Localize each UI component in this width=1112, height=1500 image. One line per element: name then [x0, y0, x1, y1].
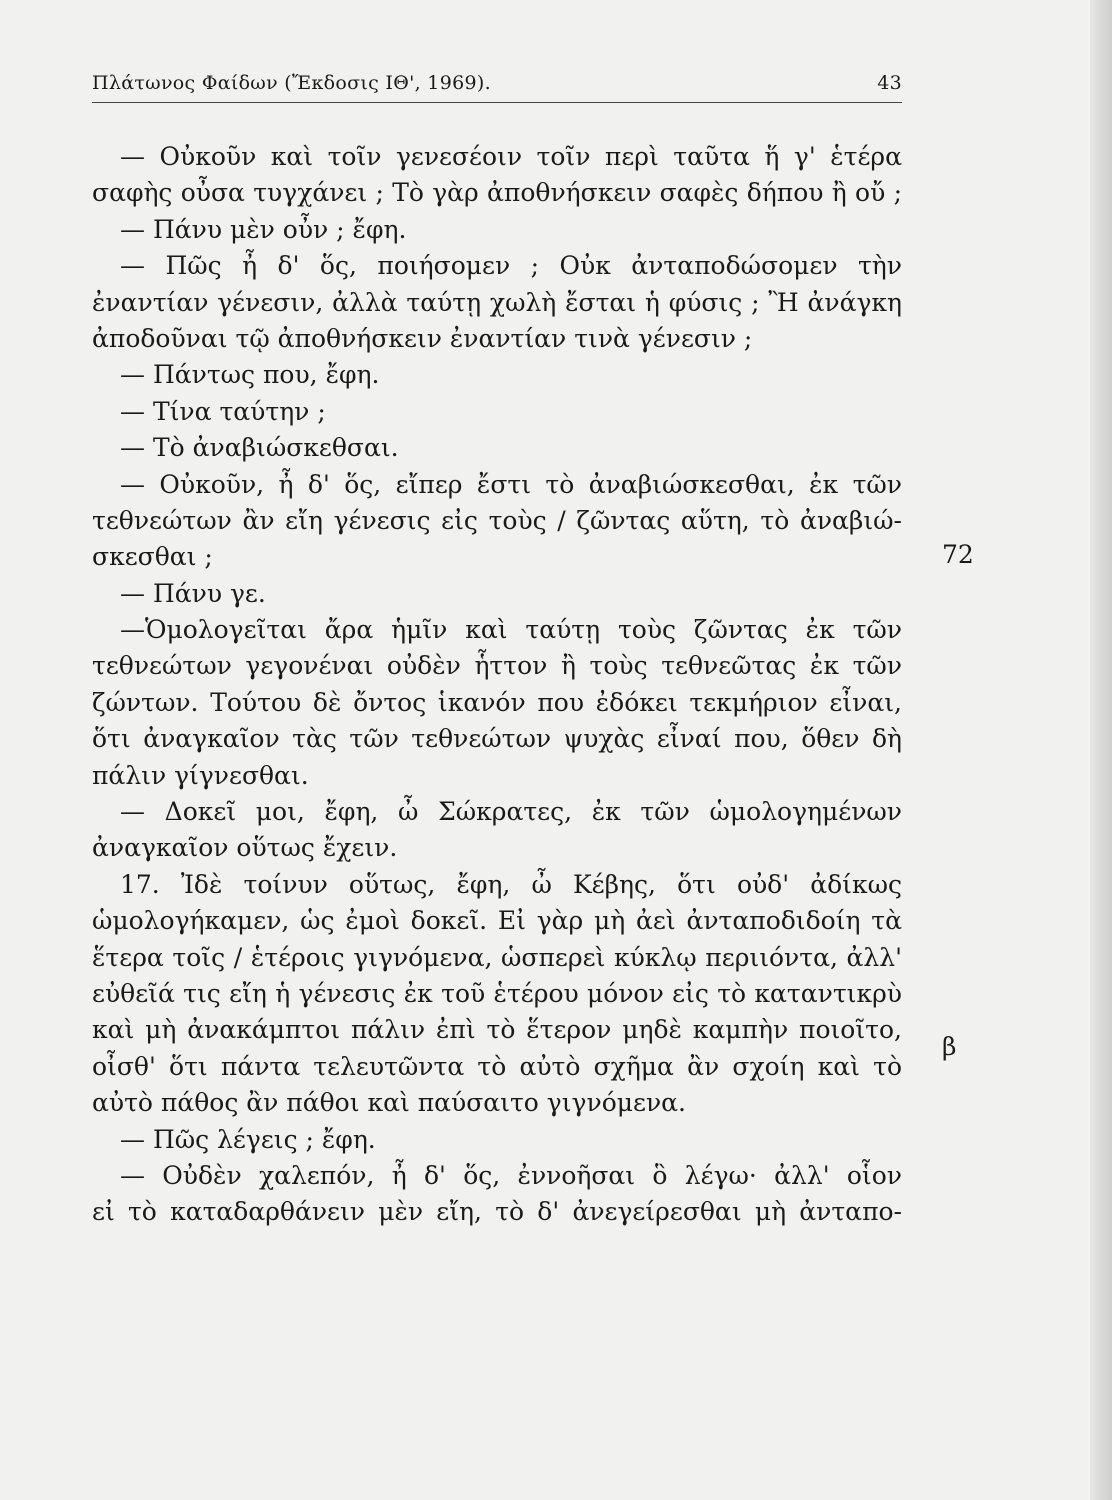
text-line: ἐναντίαν γένεσιν, ἀλλὰ ταύτῃ χωλὴ ἔσται ἡ φύσις ; Ἢ ἀνάγκη — [92, 287, 902, 317]
text-line: ἕτερα τοῖς / ἑτέροις γιγνόμενα, ὡσπερεὶ κύκλῳ περιιόντα, ἀλλ' — [92, 942, 902, 972]
page-edge-shadow — [1090, 0, 1112, 1500]
text-line: ὡμολογήκαμεν, ὡς ἐμοὶ δοκεῖ. Εἰ γὰρ μὴ ἀεὶ ἀνταποδιδοίη τὰ — [92, 906, 902, 936]
text-line: — Οὐκοῦν, ἦ δ' ὅς, εἴπερ ἔστι τὸ ἀναβιώσκεσθαι, ἐκ τῶν — [120, 469, 902, 499]
text-line: ἀναγκαῖον οὕτως ἔχειν. — [92, 833, 398, 863]
text-line: — Οὐκοῦν καὶ τοῖν γενεσέοιν τοῖν περὶ ταῦτα ἥ γ' ἑτέρα — [120, 142, 902, 171]
text-line: — Τίνα ταύτην ; — [120, 396, 326, 426]
page-number: 43 — [877, 72, 902, 94]
text-line: 17. Ἰδὲ τοίνυν οὕτως, ἔφη, ὦ Κέβης, ὅτι οὐδ' ἀδίκως — [120, 869, 902, 899]
text-line: τεθνεώτων γεγονέναι οὐδὲν ἧττον ἢ τοὺς τεθνεῶτας ἐκ τῶν — [92, 651, 902, 681]
text-line: — Δοκεῖ μοι, ἔφη, ὦ Σώκρατες, ἐκ τῶν ὡμολογημένων — [120, 797, 902, 827]
margin-note-b: β — [942, 1032, 957, 1061]
text-line: — Πάνυ γε. — [120, 578, 266, 608]
text-line: εὐθεῖά τις εἴη ἡ γένεσις ἐκ τοῦ ἑτέρου μόνον εἰς τὸ καταντικρὺ — [92, 978, 902, 1008]
text-line: αὐτὸ πάθος ἂν πάθοι καὶ παύσαιτο γιγνόμενα. — [92, 1088, 686, 1118]
running-header — [92, 72, 902, 100]
text-line: πάλιν γίγνεσθαι. — [92, 760, 309, 790]
text-line: —Ὁμολογεῖται ἄρα ἡμῖν καὶ ταύτῃ τοὺς ζῶντας ἐκ τῶν — [120, 615, 902, 645]
text-line: εἰ τὸ καταδαρθάνειν μὲν εἴη, τὸ δ' ἀνεγείρεσθαι μὴ ἀνταπο- — [92, 1197, 902, 1227]
text-line: οἶσθ' ὅτι πάντα τελευτῶντα τὸ αὐτὸ σχῆμα ἂν σχοίη καὶ τὸ — [92, 1051, 902, 1081]
body-text — [92, 139, 902, 1231]
text-line: σαφὴς οὖσα τυγχάνει ; Τὸ γὰρ ἀποθνήσκειν σαφὲς δήπου ἢ οὔ ; — [92, 178, 902, 208]
text-line: ὅτι ἀναγκαῖον τὰς τῶν τεθνεώτων ψυχὰς εἶναί που, ὅθεν δὴ — [92, 724, 902, 754]
text-line: — Πάνυ μὲν οὖν ; ἔφη. — [120, 214, 407, 244]
text-line: τεθνεώτων ἂν εἴη γένεσις εἰς τοὺς / ζῶντας αὕτη, τὸ ἀναβιώ- — [92, 505, 902, 535]
text-line: — Τὸ ἀναβιώσκεθσαι. — [120, 433, 399, 463]
text-line: ἀποδοῦναι τῷ ἀποθνήσκειν ἐναντίαν τινὰ γένεσιν ; — [92, 323, 753, 353]
margin-note-72: 72 — [942, 540, 974, 569]
text-line: ζώντων. Τούτου δὲ ὄντος ἱκανόν που ἐδόκει τεκμήριον εἶναι, — [92, 687, 902, 717]
header-title: Πλάτωνος Φαίδων (Ἔκδοσις ΙΘ', 1969). — [92, 72, 491, 94]
text-line: — Πῶς λέγεις ; ἔφη. — [120, 1124, 376, 1154]
text-line: καὶ μὴ ἀνακάμπτοι πάλιν ἐπὶ τὸ ἕτερον μηδὲ καμπὴν ποιοῖτο, — [92, 1015, 902, 1045]
text-line: σκεσθαι ; — [92, 542, 213, 572]
text-line: — Πῶς ἦ δ' ὅς, ποιήσομεν ; Οὐκ ἀνταποδώσομεν τὴν — [120, 251, 902, 281]
header-rule — [92, 102, 902, 103]
text-line: — Οὐδὲν χαλεπόν, ἦ δ' ὅς, ἐννοῆσαι ὃ λέγω· ἀλλ' οἷον — [120, 1160, 902, 1190]
text-line: — Πάντως που, ἔφη. — [120, 360, 380, 390]
